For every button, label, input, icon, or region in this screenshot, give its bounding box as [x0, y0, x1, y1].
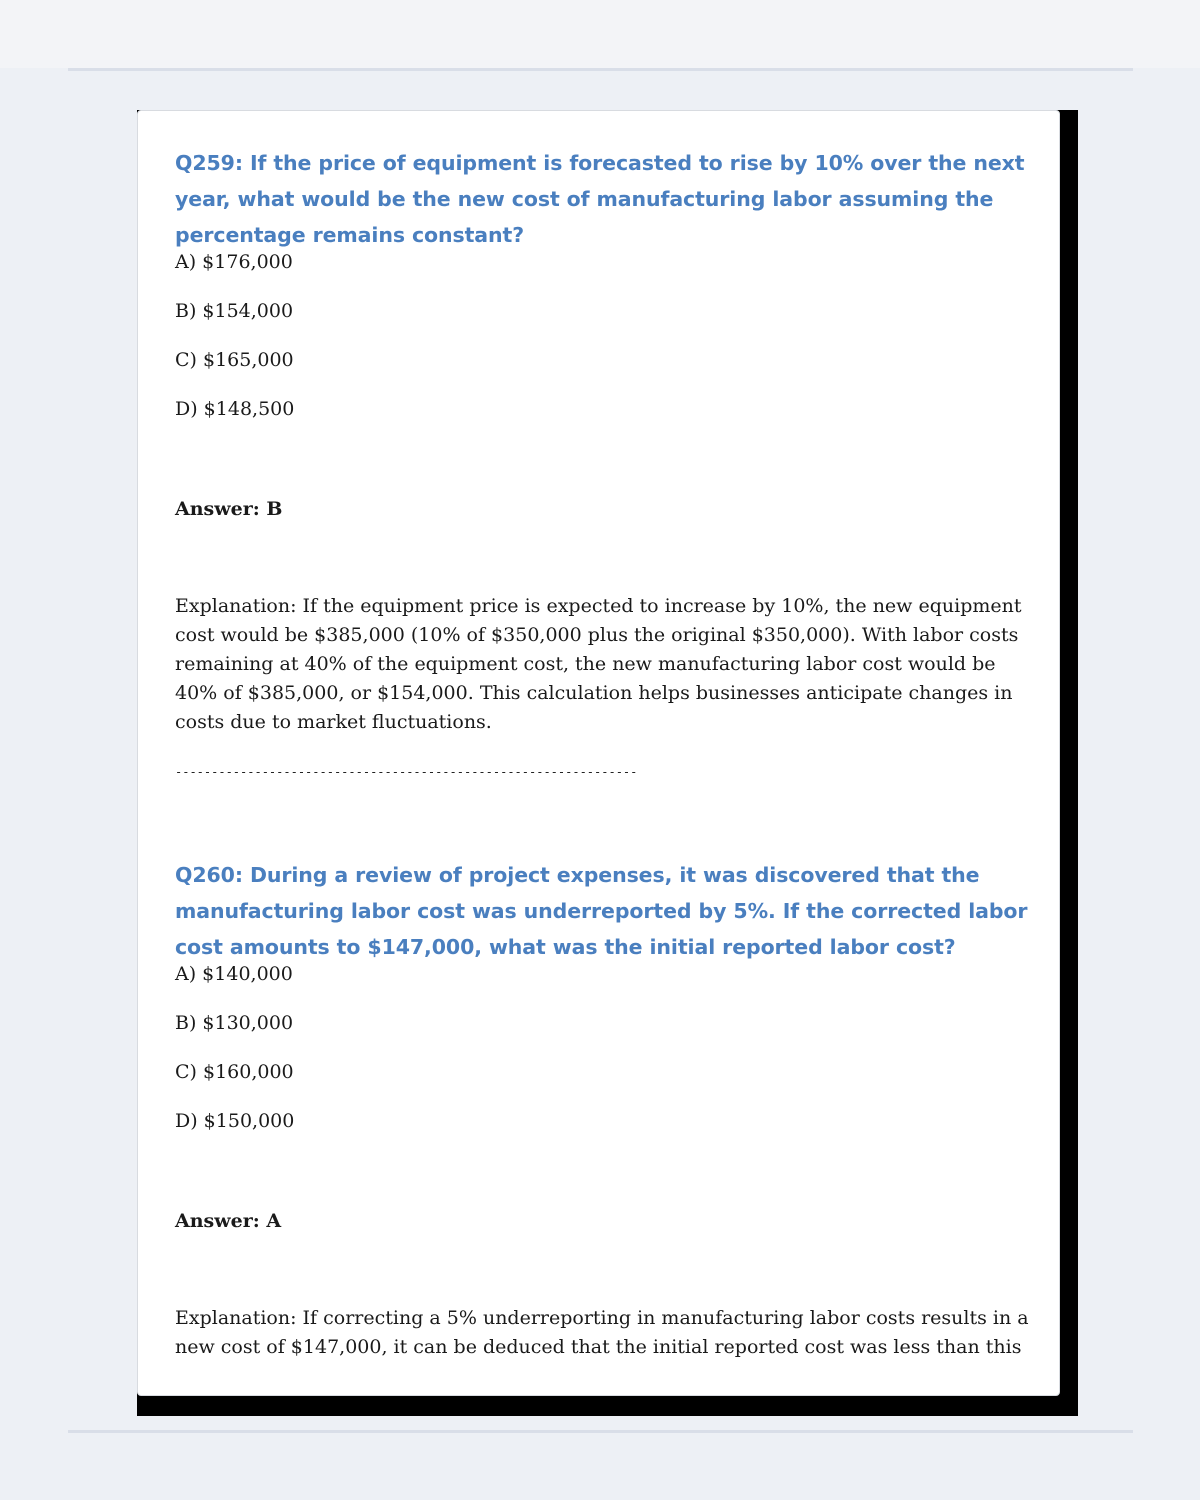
top-bar	[0, 0, 1200, 68]
option-c: C) $165,000	[175, 349, 294, 371]
options-list	[175, 250, 1035, 446]
explanation-text: Explanation: If correcting a 5% underreporting in manufacturing labor costs results in a new cost of $147,000, it can be deduced that the initial reported cost was less than this	[175, 1307, 1029, 1358]
question-prompt: Q259: If the price of equipment is forecasted to rise by 10% over the next year, what would be the new cost of manufacturing labor assuming the percentage remains constant?	[175, 151, 1025, 247]
option-c: C) $160,000	[175, 1061, 294, 1083]
option-a: A) $140,000	[175, 963, 293, 985]
explanation-text: Explanation: If the equipment price is expected to increase by 10%, the new equipment cost would be $385,000 (10% of $350,000 plus the original $350,000). With labor costs remaining at 40% of the equipment cost, the new manufacturing labor cost would be 40% of $385,000, or $154,000. This calculation helps businesses anticipate changes in costs due to market fluctuations.	[175, 595, 1022, 733]
document-page	[137, 110, 1060, 1396]
option-d: D) $148,500	[175, 398, 295, 420]
options-list	[175, 962, 1035, 1158]
answer-label: Answer: A	[175, 1210, 282, 1232]
bottom-divider	[68, 1430, 1133, 1433]
question-block-q260	[175, 857, 1035, 1158]
option-b: B) $130,000	[175, 1012, 294, 1034]
question-block-q259	[175, 145, 1035, 446]
option-b: B) $154,000	[175, 300, 294, 322]
question-prompt: Q260: During a review of project expenses, it was discovered that the manufacturing labor cost was underreported by 5%. If the corrected labor cost amounts to $147,000, what was the initial reported labor cost?	[175, 863, 1028, 959]
top-divider	[68, 68, 1133, 71]
separator-line: ----------------------------------------------------------------	[175, 765, 638, 779]
option-d: D) $150,000	[175, 1110, 295, 1132]
answer-label: Answer: B	[175, 498, 283, 520]
option-a: A) $176,000	[175, 251, 293, 273]
